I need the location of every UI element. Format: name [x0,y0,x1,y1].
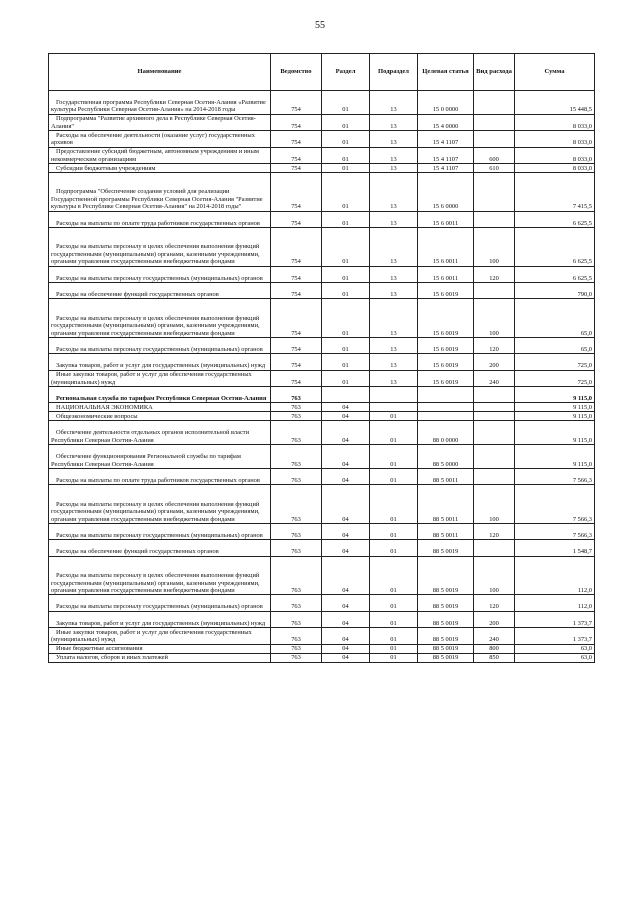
row-name: Общеэкономические вопросы [49,412,271,421]
row-department: 763 [271,556,322,595]
row-section: 04 [322,653,370,662]
table-row [49,412,595,421]
row-amount: 9 115,0 [515,387,595,403]
row-expense-type [474,114,515,130]
row-subsection: 13 [370,211,418,227]
row-expense-type: 200 [474,611,515,627]
row-expense-type: 100 [474,556,515,595]
row-amount: 112,0 [515,595,595,611]
row-target-article: 88 0 0000 [418,421,474,445]
row-subsection: 13 [370,91,418,115]
row-target-article: 15 6 0011 [418,266,474,282]
row-subsection: 13 [370,266,418,282]
row-name: Предоставление субсидий бюджетным, автономным учреждениям и иным некоммерческим организациям [49,147,271,163]
row-department: 763 [271,485,322,524]
row-name: Расходы на выплаты по оплате труда работников государственных органов [49,469,271,485]
row-name: Обеспечение функционирования Региональной службы по тарифам Республики Северная Осетия-Алания [49,445,271,469]
row-department: 754 [271,299,322,338]
row-target-article: 15 6 0011 [418,211,474,227]
row-name: Расходы на выплаты по оплате труда работников государственных органов [49,211,271,227]
row-target-article: 15 6 0019 [418,299,474,338]
row-target-article: 88 5 0019 [418,628,474,644]
row-target-article [418,387,474,403]
row-expense-type [474,91,515,115]
row-subsection: 01 [370,412,418,421]
row-subsection: 13 [370,337,418,353]
row-name: Закупка товаров, работ и услуг для государственных (муниципальных) нужд [49,611,271,627]
row-section: 01 [322,299,370,338]
row-section: 01 [322,354,370,370]
table-row [49,540,595,556]
row-section: 04 [322,644,370,653]
row-department: 763 [271,653,322,662]
row-target-article: 88 5 0011 [418,469,474,485]
row-expense-type: 120 [474,266,515,282]
row-subsection: 01 [370,595,418,611]
header-subsection: Подраздел [370,54,418,91]
row-subsection: 01 [370,556,418,595]
row-section: 01 [322,91,370,115]
table-header-row [49,54,595,91]
row-expense-type [474,445,515,469]
row-target-article: 15 4 1107 [418,131,474,147]
row-name: Субсидии бюджетным учреждениям [49,163,271,172]
row-name: Расходы на выплаты персоналу государственных (муниципальных) органов [49,595,271,611]
row-target-article: 15 6 0019 [418,354,474,370]
row-subsection: 01 [370,524,418,540]
row-amount: 9 115,0 [515,445,595,469]
row-target-article: 88 5 0011 [418,524,474,540]
row-amount: 1 548,7 [515,540,595,556]
row-target-article: 88 5 0019 [418,644,474,653]
row-amount: 6 625,5 [515,211,595,227]
row-amount: 9 115,0 [515,421,595,445]
header-amount: Сумма [515,54,595,91]
table-row [49,403,595,412]
row-amount: 9 115,0 [515,412,595,421]
row-target-article: 15 4 0000 [418,114,474,130]
row-expense-type [474,282,515,298]
table-row [49,114,595,130]
row-expense-type: 240 [474,628,515,644]
row-section: 01 [322,163,370,172]
row-department: 754 [271,337,322,353]
row-department: 754 [271,163,322,172]
row-amount: 1 373,7 [515,611,595,627]
table-row [49,163,595,172]
row-section: 04 [322,611,370,627]
row-department: 754 [271,91,322,115]
row-section: 04 [322,403,370,412]
row-section: 01 [322,114,370,130]
row-section: 01 [322,131,370,147]
row-name: Расходы на выплаты персоналу государственных (муниципальных) органов [49,337,271,353]
row-subsection: 13 [370,131,418,147]
row-amount: 8 033,0 [515,147,595,163]
table-row [49,370,595,386]
row-subsection: 13 [370,354,418,370]
row-amount: 790,0 [515,282,595,298]
row-section: 04 [322,485,370,524]
row-department: 754 [271,266,322,282]
table-body [49,91,595,663]
row-department: 754 [271,114,322,130]
row-expense-type [474,211,515,227]
row-target-article [418,403,474,412]
row-target-article: 15 6 0019 [418,337,474,353]
row-target-article: 88 5 0011 [418,485,474,524]
row-expense-type: 800 [474,644,515,653]
row-amount: 112,0 [515,556,595,595]
row-section: 04 [322,421,370,445]
row-department: 763 [271,421,322,445]
table-row [49,282,595,298]
row-target-article: 15 4 1107 [418,147,474,163]
table-row [49,266,595,282]
row-expense-type: 200 [474,354,515,370]
header-name: Наименование [49,54,271,91]
row-expense-type [474,421,515,445]
table-row [49,91,595,115]
row-amount: 9 115,0 [515,403,595,412]
row-subsection: 01 [370,653,418,662]
row-target-article: 15 6 0019 [418,282,474,298]
row-target-article: 88 5 0000 [418,445,474,469]
row-expense-type [474,387,515,403]
row-department: 754 [271,354,322,370]
row-name: Иные закупки товаров, работ и услуг для обеспечения государственных (муниципальных) нужд [49,370,271,386]
row-target-article: 88 5 0019 [418,653,474,662]
row-target-article: 15 6 0000 [418,172,474,211]
row-department: 763 [271,469,322,485]
row-name: Расходы на выплаты персоналу в целях обеспечения выполнения функций государственными (муниципальными) органами, казенными учреждениями, органами управления государственными внебюджетными фондами [49,227,271,266]
row-expense-type: 240 [474,370,515,386]
row-department: 754 [271,370,322,386]
row-target-article [418,412,474,421]
table-row [49,628,595,644]
row-name: Иные закупки товаров, работ и услуг для обеспечения государственных (муниципальных) нужд [49,628,271,644]
table-row [49,644,595,653]
table-row [49,469,595,485]
row-section: 04 [322,595,370,611]
row-section: 01 [322,282,370,298]
table-row [49,611,595,627]
row-section: 04 [322,628,370,644]
row-amount: 8 033,0 [515,163,595,172]
row-department: 763 [271,403,322,412]
row-amount: 725,0 [515,370,595,386]
table-row [49,445,595,469]
row-expense-type: 100 [474,485,515,524]
row-section: 01 [322,337,370,353]
table-row [49,227,595,266]
row-section: 01 [322,172,370,211]
row-subsection: 01 [370,445,418,469]
budget-table [48,53,595,663]
table-row [49,556,595,595]
row-amount: 8 033,0 [515,114,595,130]
row-subsection: 01 [370,469,418,485]
row-subsection: 01 [370,421,418,445]
row-department: 754 [271,227,322,266]
table-row [49,485,595,524]
row-target-article: 15 6 0019 [418,370,474,386]
table-row [49,211,595,227]
row-name: Уплата налогов, сборов и иных платежей [49,653,271,662]
row-amount: 7 566,3 [515,524,595,540]
row-subsection: 01 [370,611,418,627]
row-expense-type: 120 [474,337,515,353]
row-subsection: 13 [370,172,418,211]
row-amount: 725,0 [515,354,595,370]
row-target-article: 88 5 0019 [418,540,474,556]
row-expense-type: 610 [474,163,515,172]
row-subsection: 01 [370,485,418,524]
row-name: Обеспечение деятельности отдельных органов исполнительной власти Республики Северная Осетия-Алания [49,421,271,445]
row-amount: 8 033,0 [515,131,595,147]
row-department: 763 [271,524,322,540]
row-amount: 7 415,5 [515,172,595,211]
row-subsection [370,387,418,403]
row-section: 01 [322,227,370,266]
row-expense-type: 100 [474,227,515,266]
row-amount: 1 373,7 [515,628,595,644]
row-department: 763 [271,595,322,611]
table-row [49,337,595,353]
row-name: Расходы на обеспечение функций государственных органов [49,540,271,556]
row-name: НАЦИОНАЛЬНАЯ ЭКОНОМИКА [49,403,271,412]
row-expense-type [474,403,515,412]
row-expense-type: 100 [474,299,515,338]
row-department: 763 [271,540,322,556]
row-section: 04 [322,469,370,485]
row-department: 754 [271,147,322,163]
row-section: 04 [322,524,370,540]
row-section: 01 [322,211,370,227]
row-target-article: 88 5 0019 [418,556,474,595]
row-subsection: 13 [370,147,418,163]
table-row [49,299,595,338]
row-section: 04 [322,412,370,421]
row-amount: 63,0 [515,644,595,653]
row-section: 04 [322,445,370,469]
row-expense-type: 850 [474,653,515,662]
table-row [49,387,595,403]
row-department: 763 [271,445,322,469]
row-expense-type [474,469,515,485]
row-amount: 65,0 [515,337,595,353]
row-amount: 15 448,5 [515,91,595,115]
row-expense-type [474,131,515,147]
row-amount: 63,0 [515,653,595,662]
row-department: 754 [271,131,322,147]
row-section: 04 [322,556,370,595]
row-expense-type: 120 [474,595,515,611]
row-expense-type: 600 [474,147,515,163]
row-subsection [370,403,418,412]
row-name: Расходы на выплаты персоналу в целях обеспечения выполнения функций государственными (муниципальными) органами, казенными учреждениями, органами управления государственными внебюджетными фондами [49,556,271,595]
row-name: Подпрограмма "Обеспечение создания условий для реализации Государственной программы Республики Северная Осетия-Алания "Развитие культуры в Республике Северная Осетия-Алания" на 2014-2018 годы" [49,172,271,211]
page-number: 55 [315,20,325,31]
row-name: Расходы на обеспечение функций государственных органов [49,282,271,298]
row-section: 01 [322,266,370,282]
row-subsection: 13 [370,299,418,338]
table-row [49,354,595,370]
row-name: Закупка товаров, работ и услуг для государственных (муниципальных) нужд [49,354,271,370]
table-row [49,131,595,147]
row-subsection: 01 [370,644,418,653]
row-name: Иные бюджетные ассигнования [49,644,271,653]
row-subsection: 01 [370,540,418,556]
row-amount: 7 566,3 [515,485,595,524]
row-department: 763 [271,644,322,653]
row-amount: 6 625,5 [515,266,595,282]
table-row [49,653,595,662]
row-name: Подпрограмма "Развитие архивного дела в Республике Северная Осетия-Алания" [49,114,271,130]
row-subsection: 13 [370,163,418,172]
row-amount: 6 625,5 [515,227,595,266]
row-section: 01 [322,147,370,163]
row-section: 01 [322,370,370,386]
row-subsection: 01 [370,628,418,644]
row-name: Расходы на выплаты персоналу в целях обеспечения выполнения функций государственными (муниципальными) органами, казенными учреждениями, органами управления государственными внебюджетными фондами [49,485,271,524]
row-subsection: 13 [370,227,418,266]
row-name: Расходы на выплаты персоналу в целях обеспечения выполнения функций государственными (муниципальными) органами, казенными учреждениями, органами управления государственными внебюджетными фондами [49,299,271,338]
row-expense-type [474,540,515,556]
row-name: Расходы на обеспечение деятельности (оказание услуг) государственных архивов [49,131,271,147]
row-section [322,387,370,403]
table-row [49,595,595,611]
header-section: Раздел [322,54,370,91]
header-department: Ведомство [271,54,322,91]
row-department: 763 [271,611,322,627]
row-department: 754 [271,172,322,211]
row-name: Расходы на выплаты персоналу государственных (муниципальных) органов [49,524,271,540]
row-subsection: 13 [370,282,418,298]
row-subsection: 13 [370,114,418,130]
row-department: 763 [271,412,322,421]
row-section: 04 [322,540,370,556]
row-amount: 65,0 [515,299,595,338]
row-expense-type [474,412,515,421]
row-department: 754 [271,211,322,227]
row-target-article: 15 6 0011 [418,227,474,266]
row-amount: 7 566,3 [515,469,595,485]
row-target-article: 15 4 1107 [418,163,474,172]
row-subsection: 13 [370,370,418,386]
row-name: Региональная служба по тарифам Республики Северная Осетия-Алания [49,387,271,403]
header-expense-type: Вид расхода [474,54,515,91]
row-department: 763 [271,387,322,403]
row-department: 763 [271,628,322,644]
row-name: Государственная программа Республики Северная Осетия-Алания «Развитие культуры Республики Северная Осетия-Алания» на 2014-2018 годы [49,91,271,115]
row-department: 754 [271,282,322,298]
row-target-article: 15 0 0000 [418,91,474,115]
row-expense-type: 120 [474,524,515,540]
header-target-article: Целевая статья [418,54,474,91]
row-target-article: 88 5 0019 [418,595,474,611]
table-row [49,147,595,163]
table-row [49,524,595,540]
row-expense-type [474,172,515,211]
row-name: Расходы на выплаты персоналу государственных (муниципальных) органов [49,266,271,282]
table-row [49,421,595,445]
table-row [49,172,595,211]
row-target-article: 88 5 0019 [418,611,474,627]
